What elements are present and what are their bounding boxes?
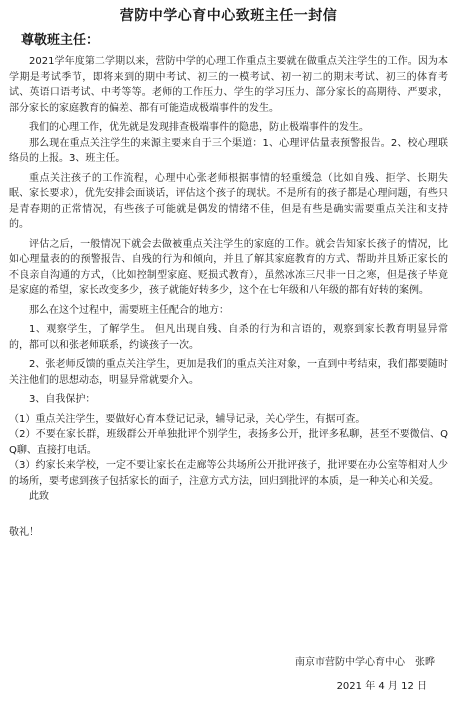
paragraph-item-observe: 1、观察学生，了解学生。 但凡出现自残、自杀的行为和言语的，观察到家长教育明显异常的，都可以和张老师联系，约谈孩子一次。 xyxy=(9,324,448,351)
paragraph-item-self-protection: 3、自我保护： xyxy=(29,394,96,405)
closing-phrase: 此致 xyxy=(29,491,49,502)
closing-greeting: 敬礼！ xyxy=(9,526,39,538)
paragraph-item-followup: 2、张老师反馈的重点关注学生，更加是我们的重点关注对象，一直到中考结束，我们都要随时关注他们的思想动态，明显异常就要介入。 xyxy=(9,359,448,386)
letter-title: 营防中学心育中心致班主任一封信 xyxy=(119,8,338,24)
paragraph-family-work: 评估之后，一般情况下就会去做被重点关注学生的家庭的工作。就会告知家长孩子的情况，比如心理量表的的预警报告、自残的行为和倾向，并且了解其家庭教育的方式、帮助并且矫正家长的不良亲自沟通的方式，（比如控制型家庭、贬损式教育），虽然冰冻三尺非一日之寒，但是孩子毕竟是家庭的希望，家长改变多少，孩子就能好转多少，这个在七年级和八年级的都有好转的案例。 xyxy=(9,238,448,296)
paragraph-subitem-parent-meeting: （3）约家长来学校，一定不要让家长在走廊等公共场所公开批评孩子，批评要在办公室等相对人少的场所，要考虑到孩子包括家长的面子，注意方式方法，回归到批评的本质，是一种关心和关爱。 xyxy=(9,460,448,487)
paragraph-cooperation-intro: 那么在这个过程中，需要班主任配合的地方： xyxy=(29,304,229,316)
signature-organization: 南京市营防中学心育中心 张晔 xyxy=(295,657,435,668)
signature-date: 2021 年 4 月 12 日 xyxy=(336,681,427,692)
paragraph-workflow: 重点关注孩子的工作流程，心理中心张老师根据事情的轻重缓急（比如自残、拒学、长期失眠、家长要求），优先安排会面谈话，评估这个孩子的现状。不是所有的孩子都是心理问题，有些只是青春期的正常情况，有些孩子可能就是偶发的情绪不佳，但是有些是确实需要重点关注和支持的。 xyxy=(9,172,448,230)
paragraph-sources: 那么现在重点关注学生的来源主要来自于三个渠道：1、心理评估量表预警报告。2、校心理联络员的上报。3、班主任。 xyxy=(9,137,448,164)
salutation: 尊敬班主任： xyxy=(21,33,100,48)
paragraph-intro: 2021学年度第二学期以来，营防中学的心理工作重点主要就在做重点关注学生的工作。因为本学期是考试季节，即将来到的期中考试、初三的一模考试、初一初二的期末考试、初三的体育考试、英语口语考试、中考等等。老师的工作压力、学生的学习压力、部分家长的高期待、严要求，部分家长的家庭教育的偏差、都有可能造成极端事件的发生。 xyxy=(9,56,448,114)
paragraph-subitem-private-criticism: （2）不要在家长群，班级群公开单独批评个别学生，表扬多公开，批评多私聊，甚至不要微信、QQ聊、直接打电话。 xyxy=(9,429,448,456)
paragraph-subitem-records: （1）重点关注学生，要做好心育本登记记录，辅导记录，关心学生，有据可查。 xyxy=(9,413,366,425)
paragraph-priority: 我们的心理工作，优先就是发现排查极端事件的隐患，防止极端事件的发生。 xyxy=(29,122,369,133)
